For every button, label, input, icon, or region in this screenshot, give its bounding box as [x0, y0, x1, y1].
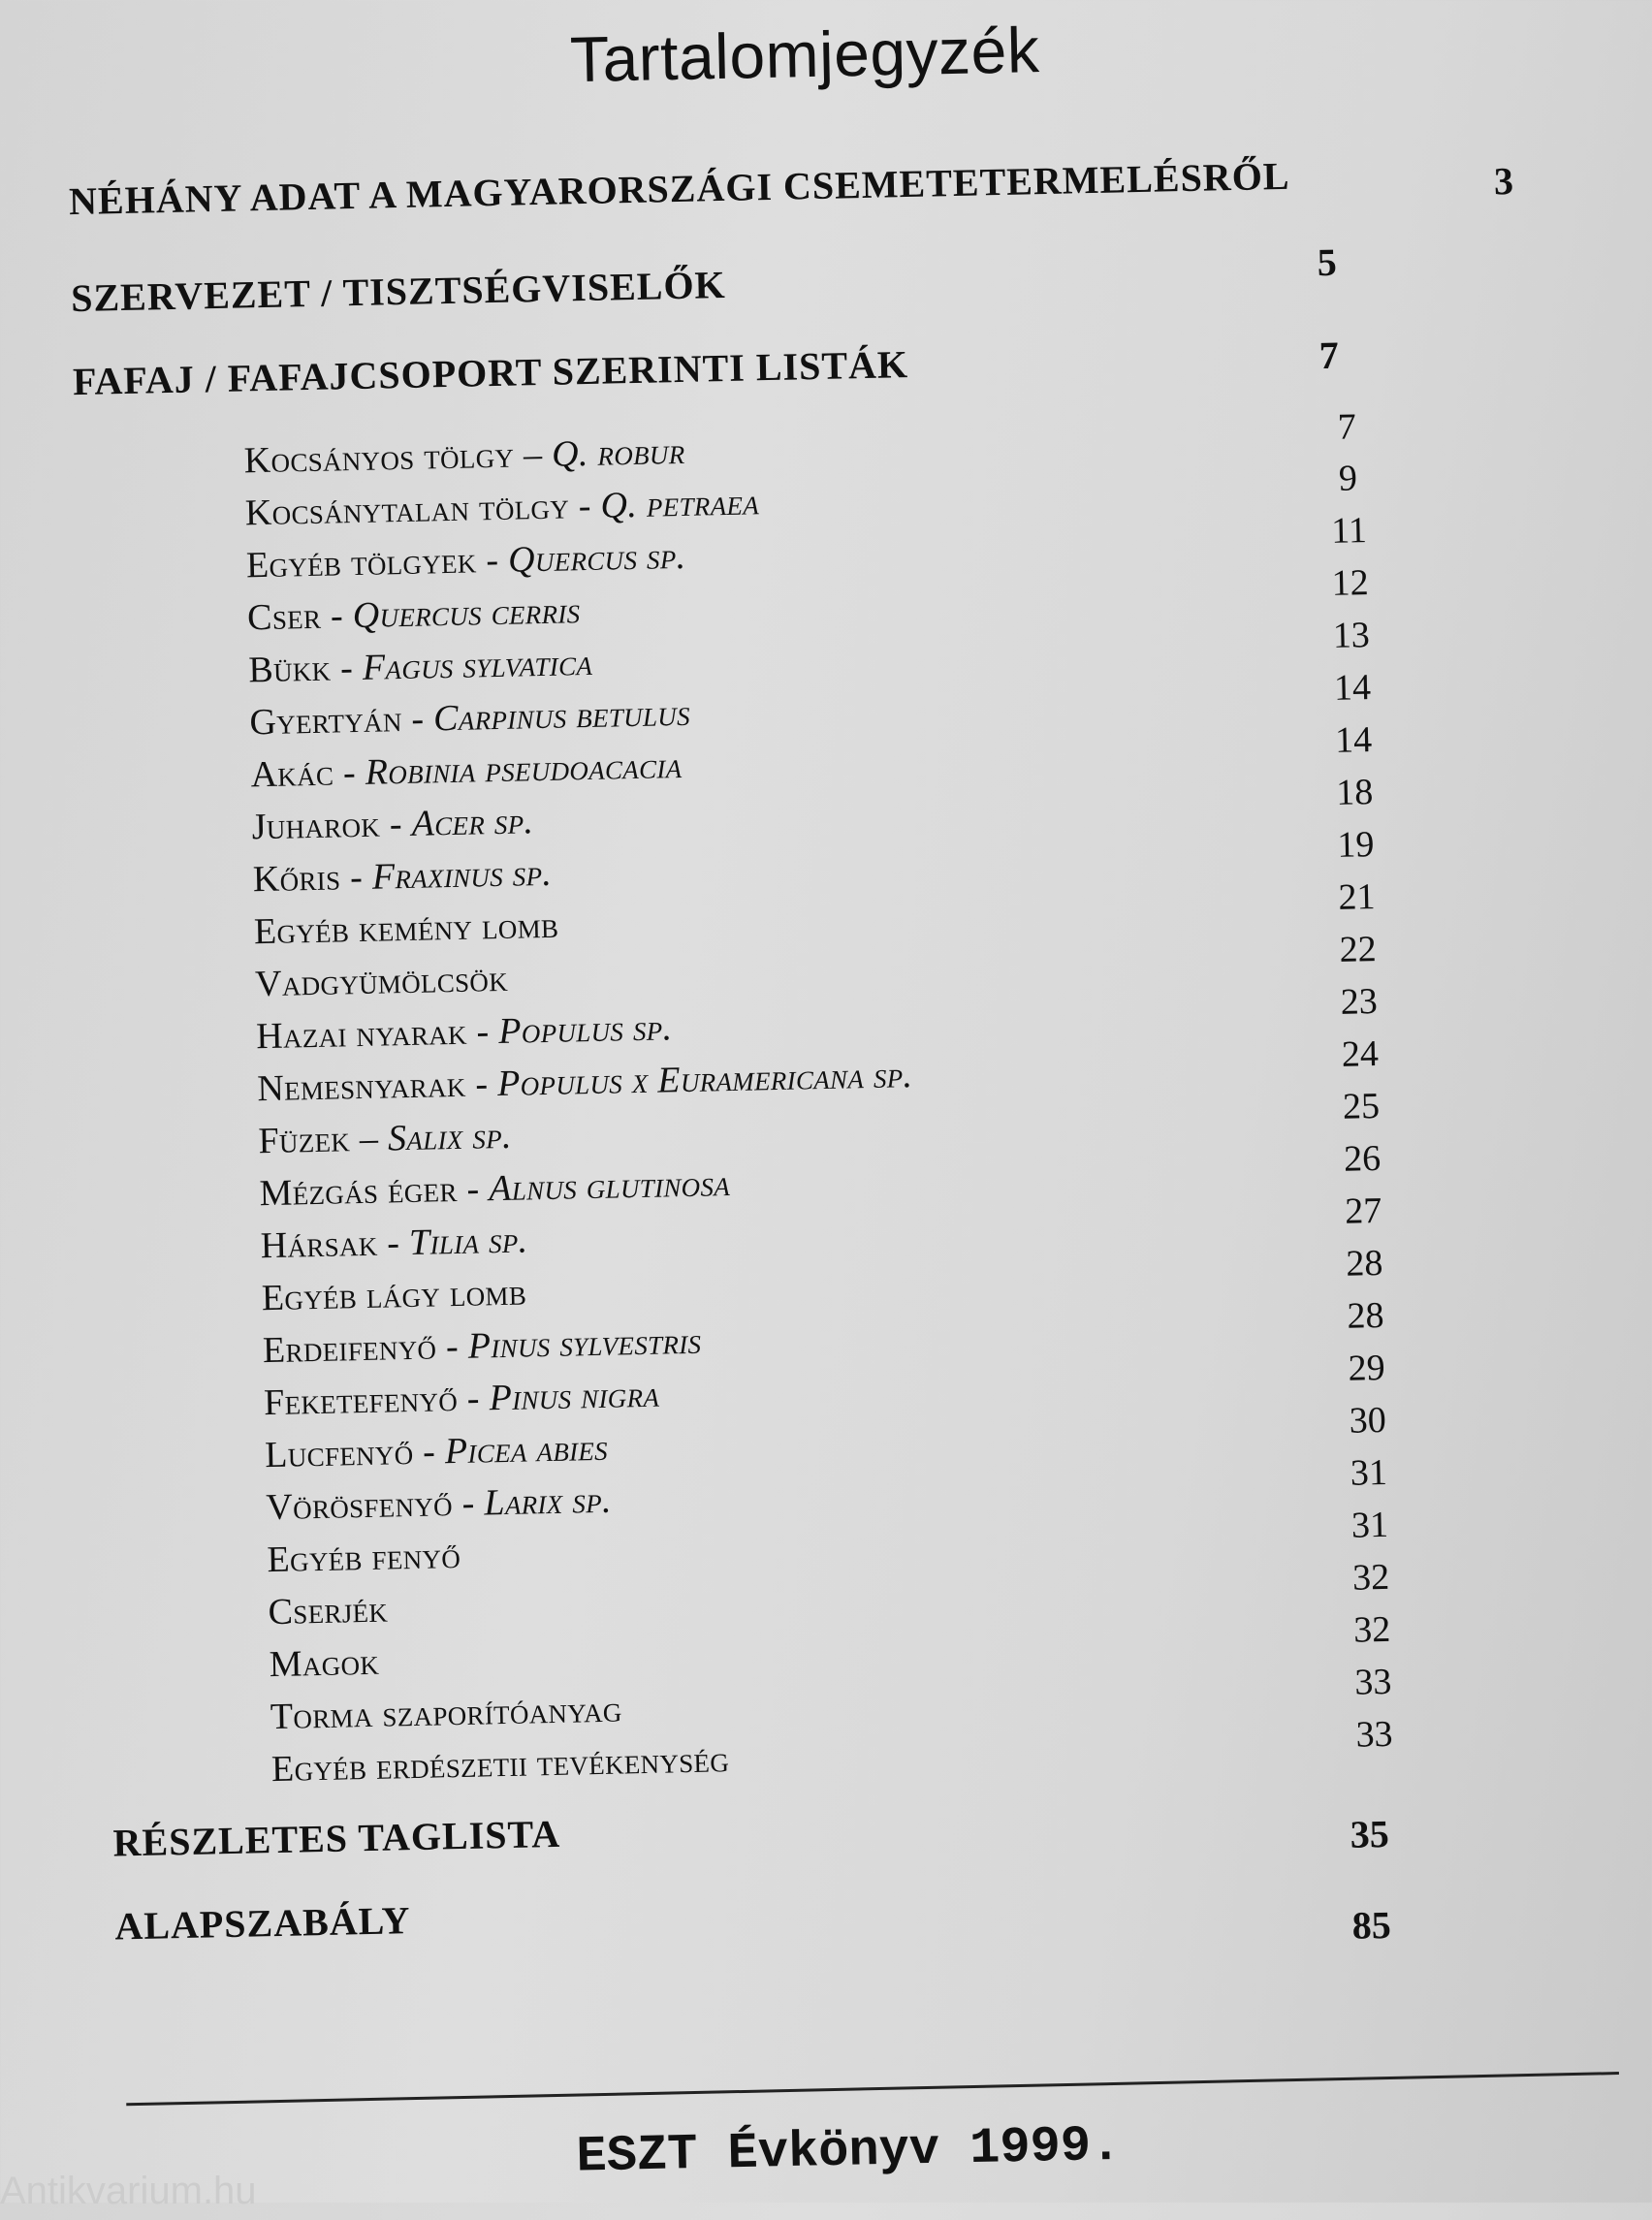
toc-sub-page: 14	[1334, 719, 1373, 761]
toc-sub-entry	[255, 958, 509, 1005]
toc-main-entry	[73, 341, 909, 404]
page-title: Tartalomjegyzék	[569, 14, 1041, 96]
toc-sub-label: Bükk -	[247, 647, 364, 691]
toc-sub-page: 28	[1345, 1242, 1383, 1284]
toc-sub-page: 18	[1335, 772, 1374, 813]
toc-sub-label: Kőris -	[252, 856, 373, 901]
toc-sub-entry	[250, 745, 683, 796]
toc-sub-entry	[267, 1535, 461, 1581]
toc-sub-page: 12	[1331, 562, 1370, 604]
toc-sub-entry	[251, 800, 533, 848]
toc-sub-entry	[254, 904, 559, 954]
toc-sub-latin: Quercus cerris	[352, 590, 581, 637]
toc-sub-entry	[265, 1427, 609, 1476]
toc-sub-latin: Populus sp.	[497, 1007, 673, 1053]
toc-sub-latin: Tilia sp.	[408, 1220, 528, 1263]
toc-sub-page: 31	[1350, 1451, 1388, 1494]
toc-sub-entry	[260, 1219, 528, 1267]
toc-sub-page: 7	[1337, 406, 1357, 448]
toc-sub-entry	[269, 1641, 379, 1686]
toc-sub-label: Egyéb erdészetii tevékenység	[270, 1739, 730, 1791]
toc-main-label: SZERVEZET / TISZTSÉGVISELŐK	[70, 262, 727, 321]
toc-sub-latin: Picea abies	[444, 1427, 609, 1473]
toc-sub-entry	[266, 1479, 612, 1529]
toc-sub-latin: Quercus sp.	[507, 535, 686, 581]
toc-sub-entry	[258, 1115, 512, 1162]
toc-sub-page: 21	[1338, 876, 1376, 918]
toc-sub-entry	[270, 1689, 622, 1739]
toc-sub-label: Erdeifenyő -	[262, 1325, 469, 1372]
toc-sub-label: Cserjék	[268, 1589, 389, 1633]
toc-sub-label: Hársak -	[260, 1222, 410, 1267]
toc-sub-entry	[263, 1320, 702, 1372]
toc-main-page: 7	[1318, 333, 1340, 378]
toc-sub-entry	[247, 589, 581, 639]
toc-sub-label: Juharok -	[251, 803, 413, 848]
toc-main-label: ALAPSZABÁLY	[113, 1898, 411, 1949]
toc-sub-label: Kocsányos tölgy –	[243, 433, 553, 482]
toc-sub-label: Gyertyán -	[249, 698, 434, 744]
toc-sub-label: Egyéb lágy lomb	[261, 1272, 527, 1319]
toc-sub-entry	[257, 1054, 913, 1110]
toc-sub-label: Egyéb fenyő	[267, 1535, 461, 1581]
toc-sub-entry	[249, 692, 690, 745]
toc-main-label: RÉSZLETES TAGLISTA	[112, 1811, 561, 1865]
toc-sub-label: Füzek –	[258, 1118, 389, 1162]
toc-sub-latin: Fraxinus sp.	[371, 852, 553, 898]
toc-sub-label: Magok	[269, 1641, 380, 1686]
toc-sub-page: 32	[1351, 1556, 1390, 1599]
toc-sub-page: 25	[1342, 1086, 1381, 1127]
toc-sub-label: Vörösfenyő -	[265, 1482, 485, 1529]
toc-sub-latin: Carpinus betulus	[432, 692, 691, 740]
toc-sub-entry	[264, 1374, 660, 1425]
toc-sub-page: 13	[1332, 615, 1371, 656]
toc-sub-label: Feketefenyő -	[263, 1378, 491, 1424]
toc-main-entry	[112, 1811, 560, 1866]
toc-sub-page: 30	[1349, 1399, 1387, 1442]
toc-sub-latin: Salix sp.	[387, 1115, 513, 1159]
toc-sub-page: 31	[1350, 1504, 1389, 1546]
toc-sub-latin: Pinus sylvestris	[467, 1320, 702, 1367]
toc-sub-latin: Q. robur	[551, 430, 685, 475]
toc-main-entry	[114, 1897, 411, 1949]
toc-sub-page: 14	[1333, 667, 1372, 709]
toc-sub-page: 24	[1341, 1033, 1380, 1075]
toc-sub-label: Kocsánytalan tölgy -	[244, 485, 601, 534]
toc-sub-latin: Q. petraea	[600, 482, 760, 526]
toc-sub-latin: Pinus nigra	[489, 1374, 660, 1419]
toc-sub-entry	[256, 1006, 673, 1058]
toc-sub-entry	[261, 1271, 526, 1319]
toc-sub-page: 32	[1352, 1608, 1391, 1651]
watermark: Antikvarium.hu	[0, 2170, 257, 2212]
toc-sub-entry	[244, 481, 759, 534]
toc-sub-page: 33	[1355, 1713, 1393, 1756]
toc-sub-label: Lucfenyő -	[264, 1431, 446, 1476]
toc-sub-label: Hazai nyarak -	[255, 1011, 499, 1058]
toc-sub-label: Egyéb kemény lomb	[253, 904, 559, 953]
toc-main-entry	[69, 153, 1290, 224]
toc-sub-page: 33	[1353, 1661, 1392, 1703]
toc-sub-page: 28	[1347, 1294, 1384, 1337]
toc-sub-label: Egyéb tölgyek -	[245, 539, 509, 587]
footer-title: ESZT Évkönyv 1999.	[576, 2116, 1122, 2186]
toc-sub-page: 9	[1338, 458, 1358, 499]
toc-sub-entry	[259, 1162, 730, 1215]
toc-main-page: 85	[1351, 1902, 1392, 1948]
toc-sub-page: 27	[1344, 1189, 1382, 1232]
toc-sub-entry	[246, 535, 686, 587]
toc-sub-label: Torma szaporítóanyag	[270, 1689, 623, 1738]
toc-sub-latin: Acer sp.	[411, 801, 534, 844]
toc-sub-entry	[268, 1589, 388, 1634]
toc-sub-latin: Alnus glutinosa	[488, 1163, 731, 1210]
toc-sub-latin: Populus x Euramericana sp.	[496, 1055, 913, 1105]
footer-divider	[126, 2072, 1619, 2106]
toc-sub-page: 19	[1336, 824, 1375, 866]
toc-main-label: FAFAJ / FAFAJCSOPORT SZERINTI LISTÁK	[72, 342, 909, 404]
toc-sub-entry	[243, 430, 685, 483]
toc-sub-latin: Larix sp.	[483, 1479, 613, 1524]
toc-sub-page: 11	[1330, 510, 1368, 552]
toc-main-page: 3	[1493, 158, 1514, 204]
toc-sub-entry	[271, 1738, 730, 1791]
toc-sub-latin: Fagus sylvatica	[362, 642, 593, 688]
toc-main-page: 35	[1350, 1811, 1390, 1856]
toc-sub-label: Mézgás éger -	[259, 1168, 490, 1215]
toc-sub-label: Akác -	[250, 751, 366, 796]
toc-main-label: NÉHÁNY ADAT A MAGYARORSZÁGI CSEMETETERMELÉSRŐL	[68, 153, 1290, 224]
toc-sub-label: Nemesnyarak -	[256, 1063, 498, 1110]
toc-main-page: 5	[1317, 239, 1338, 285]
toc-sub-latin: Robinia pseudoacacia	[365, 745, 683, 793]
toc-sub-entry	[248, 642, 593, 691]
toc-main-entry	[71, 262, 726, 321]
toc-sub-page: 23	[1340, 981, 1379, 1023]
toc-sub-label: Vadgyümölcsök	[254, 958, 509, 1005]
toc-sub-page: 22	[1339, 929, 1378, 970]
toc-sub-entry	[252, 852, 552, 901]
toc-sub-label: Cser -	[246, 595, 354, 639]
toc-sub-page: 26	[1343, 1138, 1382, 1180]
toc-sub-page: 29	[1348, 1347, 1386, 1389]
